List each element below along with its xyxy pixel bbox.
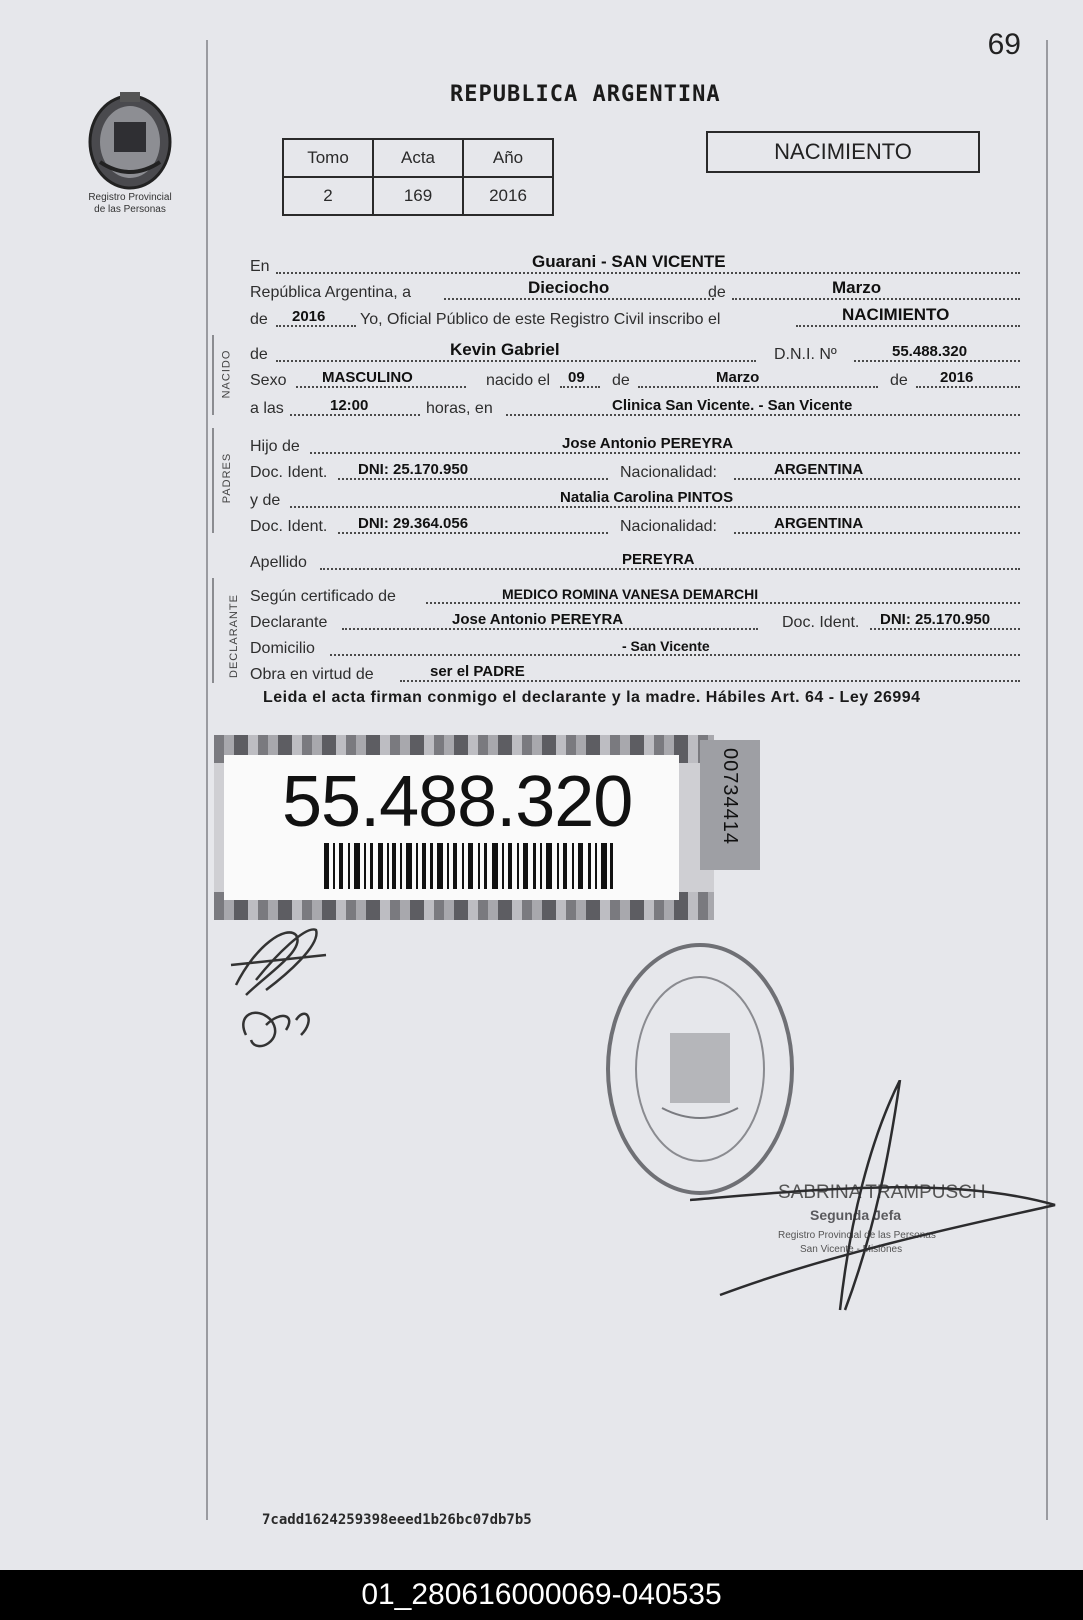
birth-day-value: 09 — [568, 369, 585, 386]
mother-name-value: Natalia Carolina PINTOS — [560, 489, 734, 506]
label-domicilio: Domicilio — [250, 640, 315, 657]
row-sexo — [250, 366, 1020, 392]
child-dni-value: 55.488.320 — [892, 343, 968, 360]
row-certificado — [250, 582, 1020, 608]
surname-value: PEREYRA — [622, 551, 695, 568]
act-type-box: NACIMIENTO — [706, 131, 980, 173]
dotted-line — [290, 506, 1020, 508]
official-signature — [690, 1080, 1070, 1330]
section-label-declarante: DECLARANTE — [227, 594, 240, 678]
dni-sticker — [214, 735, 714, 920]
value-tomo: 2 — [283, 177, 373, 215]
address-value: - San Vicente — [622, 638, 710, 654]
document-hash: 7cadd1624259398eeed1b26bc07db7b5 — [262, 1512, 532, 1528]
label-a-las: a las — [250, 400, 284, 417]
row-child-name — [250, 340, 1020, 366]
row-y-de — [250, 486, 1020, 512]
label-sexo: Sexo — [250, 372, 287, 389]
dotted-line — [290, 414, 420, 416]
label-de-child: de — [250, 346, 268, 363]
declarante-section-line — [212, 578, 214, 683]
certificate-value: MEDICO ROMINA VANESA DEMARCHI — [502, 586, 759, 602]
label-obra: Obra en virtud de — [250, 666, 374, 683]
section-label-nacido: NACIDO — [220, 349, 233, 399]
signer-office: Registro Provincial de las Personas — [778, 1230, 936, 1241]
header-ano: Año — [463, 139, 553, 177]
row-obra — [250, 660, 1020, 686]
dotted-line — [330, 654, 1020, 656]
row-father-doc — [250, 458, 1020, 484]
dotted-line — [734, 532, 1020, 534]
birth-month-value: Marzo — [716, 369, 760, 386]
act-type-value: NACIMIENTO — [842, 305, 950, 324]
dotted-line — [916, 386, 1020, 388]
row-declarante — [250, 608, 1020, 634]
logo-caption-line1: Registro Provincial — [88, 192, 172, 203]
label-y-de: y de — [250, 492, 281, 509]
birth-time-value: 12:00 — [330, 397, 369, 414]
declarant-doc-value: DNI: 25.170.950 — [880, 611, 991, 628]
label-nacionalidad: Nacionalidad: — [620, 464, 717, 481]
padres-section-line — [212, 428, 214, 533]
closing-text: Leida el acta firman conmigo el declarante y la madre. Hábiles Art. 64 - Ley 26994 — [263, 689, 921, 706]
logo-caption — [66, 192, 194, 216]
declarant-signature — [226, 925, 336, 1075]
dotted-line — [276, 360, 756, 362]
section-label-padres: PADRES — [221, 452, 234, 504]
label-horas-en: horas, en — [426, 400, 493, 417]
label-hijo-de: Hijo de — [250, 438, 300, 455]
label-republica: República Argentina, a — [250, 284, 411, 301]
dotted-line — [400, 680, 1020, 682]
left-margin-line — [206, 40, 208, 1520]
label-de-month: de — [612, 372, 630, 389]
dotted-line — [796, 325, 1020, 327]
mother-doc-value: DNI: 29.364.056 — [358, 515, 469, 532]
birth-place-value: Clinica San Vicente. - San Vicente — [612, 397, 853, 414]
label-apellido: Apellido — [250, 554, 307, 571]
barcode-icon — [324, 843, 614, 889]
signer-location: San Vicente - Misiones — [800, 1244, 903, 1255]
dotted-line — [638, 386, 878, 388]
label-dni: D.N.I. Nº — [774, 346, 837, 363]
dotted-line — [732, 298, 1020, 300]
dotted-line — [560, 386, 600, 388]
month-value: Marzo — [832, 278, 882, 297]
row-domicilio — [250, 634, 1020, 660]
label-segun: Según certificado de — [250, 588, 396, 605]
row-apellido — [250, 548, 1020, 574]
row-en — [250, 252, 1020, 278]
father-name-value: Jose Antonio PEREYRA — [562, 435, 734, 452]
dotted-line — [342, 628, 758, 630]
dotted-line — [276, 325, 356, 327]
header-acta: Acta — [373, 139, 463, 177]
footer-code: 01_280616000069-040535 — [0, 1570, 1083, 1620]
dotted-line — [276, 272, 1020, 274]
row-year — [250, 305, 1020, 331]
birth-year-value: 2016 — [940, 369, 974, 386]
value-ano: 2016 — [463, 177, 553, 215]
page-number: 69 — [987, 28, 1021, 61]
signer-name: SABRINA TRAMPUSCH — [778, 1182, 986, 1203]
dotted-line — [506, 414, 1020, 416]
label-de-year2: de — [890, 372, 908, 389]
day-words-value: Dieciocho — [528, 278, 610, 297]
dotted-line — [310, 452, 1020, 454]
dotted-line — [734, 478, 1020, 480]
dotted-line — [338, 478, 608, 480]
label-doc-ident: Doc. Ident. — [250, 518, 328, 535]
sticker-label — [224, 755, 679, 900]
row-mother-doc — [250, 512, 1020, 538]
label-nacido-el: nacido el — [486, 372, 551, 389]
header-tomo: Tomo — [283, 139, 373, 177]
value-acta: 169 — [373, 177, 463, 215]
row-hora — [250, 394, 1020, 420]
father-doc-value: DNI: 25.170.950 — [358, 461, 469, 478]
label-nacionalidad: Nacionalidad: — [620, 518, 717, 535]
registry-table — [282, 138, 554, 216]
dotted-line — [338, 532, 608, 534]
sticker-dni-number: 55.488.320 — [282, 762, 633, 842]
place-value: Guarani - SAN VICENTE — [532, 252, 726, 271]
father-nationality-value: ARGENTINA — [774, 461, 864, 478]
row-hijo-de — [250, 432, 1020, 458]
nacido-section-line — [212, 335, 214, 415]
capacity-value: ser el PADRE — [430, 663, 525, 680]
label-de-year: de — [250, 311, 268, 328]
child-name-value: Kevin Gabriel — [450, 340, 560, 359]
sticker-serial: 00734414 — [719, 748, 741, 845]
label-doc-ident-declarante: Doc. Ident. — [782, 614, 860, 631]
label-doc-ident: Doc. Ident. — [250, 464, 328, 481]
signer-role: Segunda Jefa — [810, 1207, 902, 1223]
mother-nationality-value: ARGENTINA — [774, 515, 864, 532]
year-value: 2016 — [292, 308, 326, 325]
label-declarante: Declarante — [250, 614, 328, 631]
dotted-line — [444, 298, 714, 300]
dotted-line — [296, 386, 466, 388]
row-republica — [250, 278, 1020, 304]
dotted-line — [320, 568, 1020, 570]
dotted-line — [426, 602, 1020, 604]
logo-caption-line2: de las Personas — [94, 204, 166, 215]
declarant-value: Jose Antonio PEREYRA — [452, 611, 624, 628]
dotted-line — [870, 628, 1020, 630]
label-yo-oficial: Yo, Oficial Público de este Registro Civil inscribo el — [360, 311, 721, 328]
document-title: REPUBLICA ARGENTINA — [450, 82, 721, 107]
label-en: En — [250, 258, 270, 275]
dotted-line — [854, 360, 1020, 362]
sex-value: MASCULINO — [322, 369, 413, 386]
label-de: de — [708, 284, 726, 301]
